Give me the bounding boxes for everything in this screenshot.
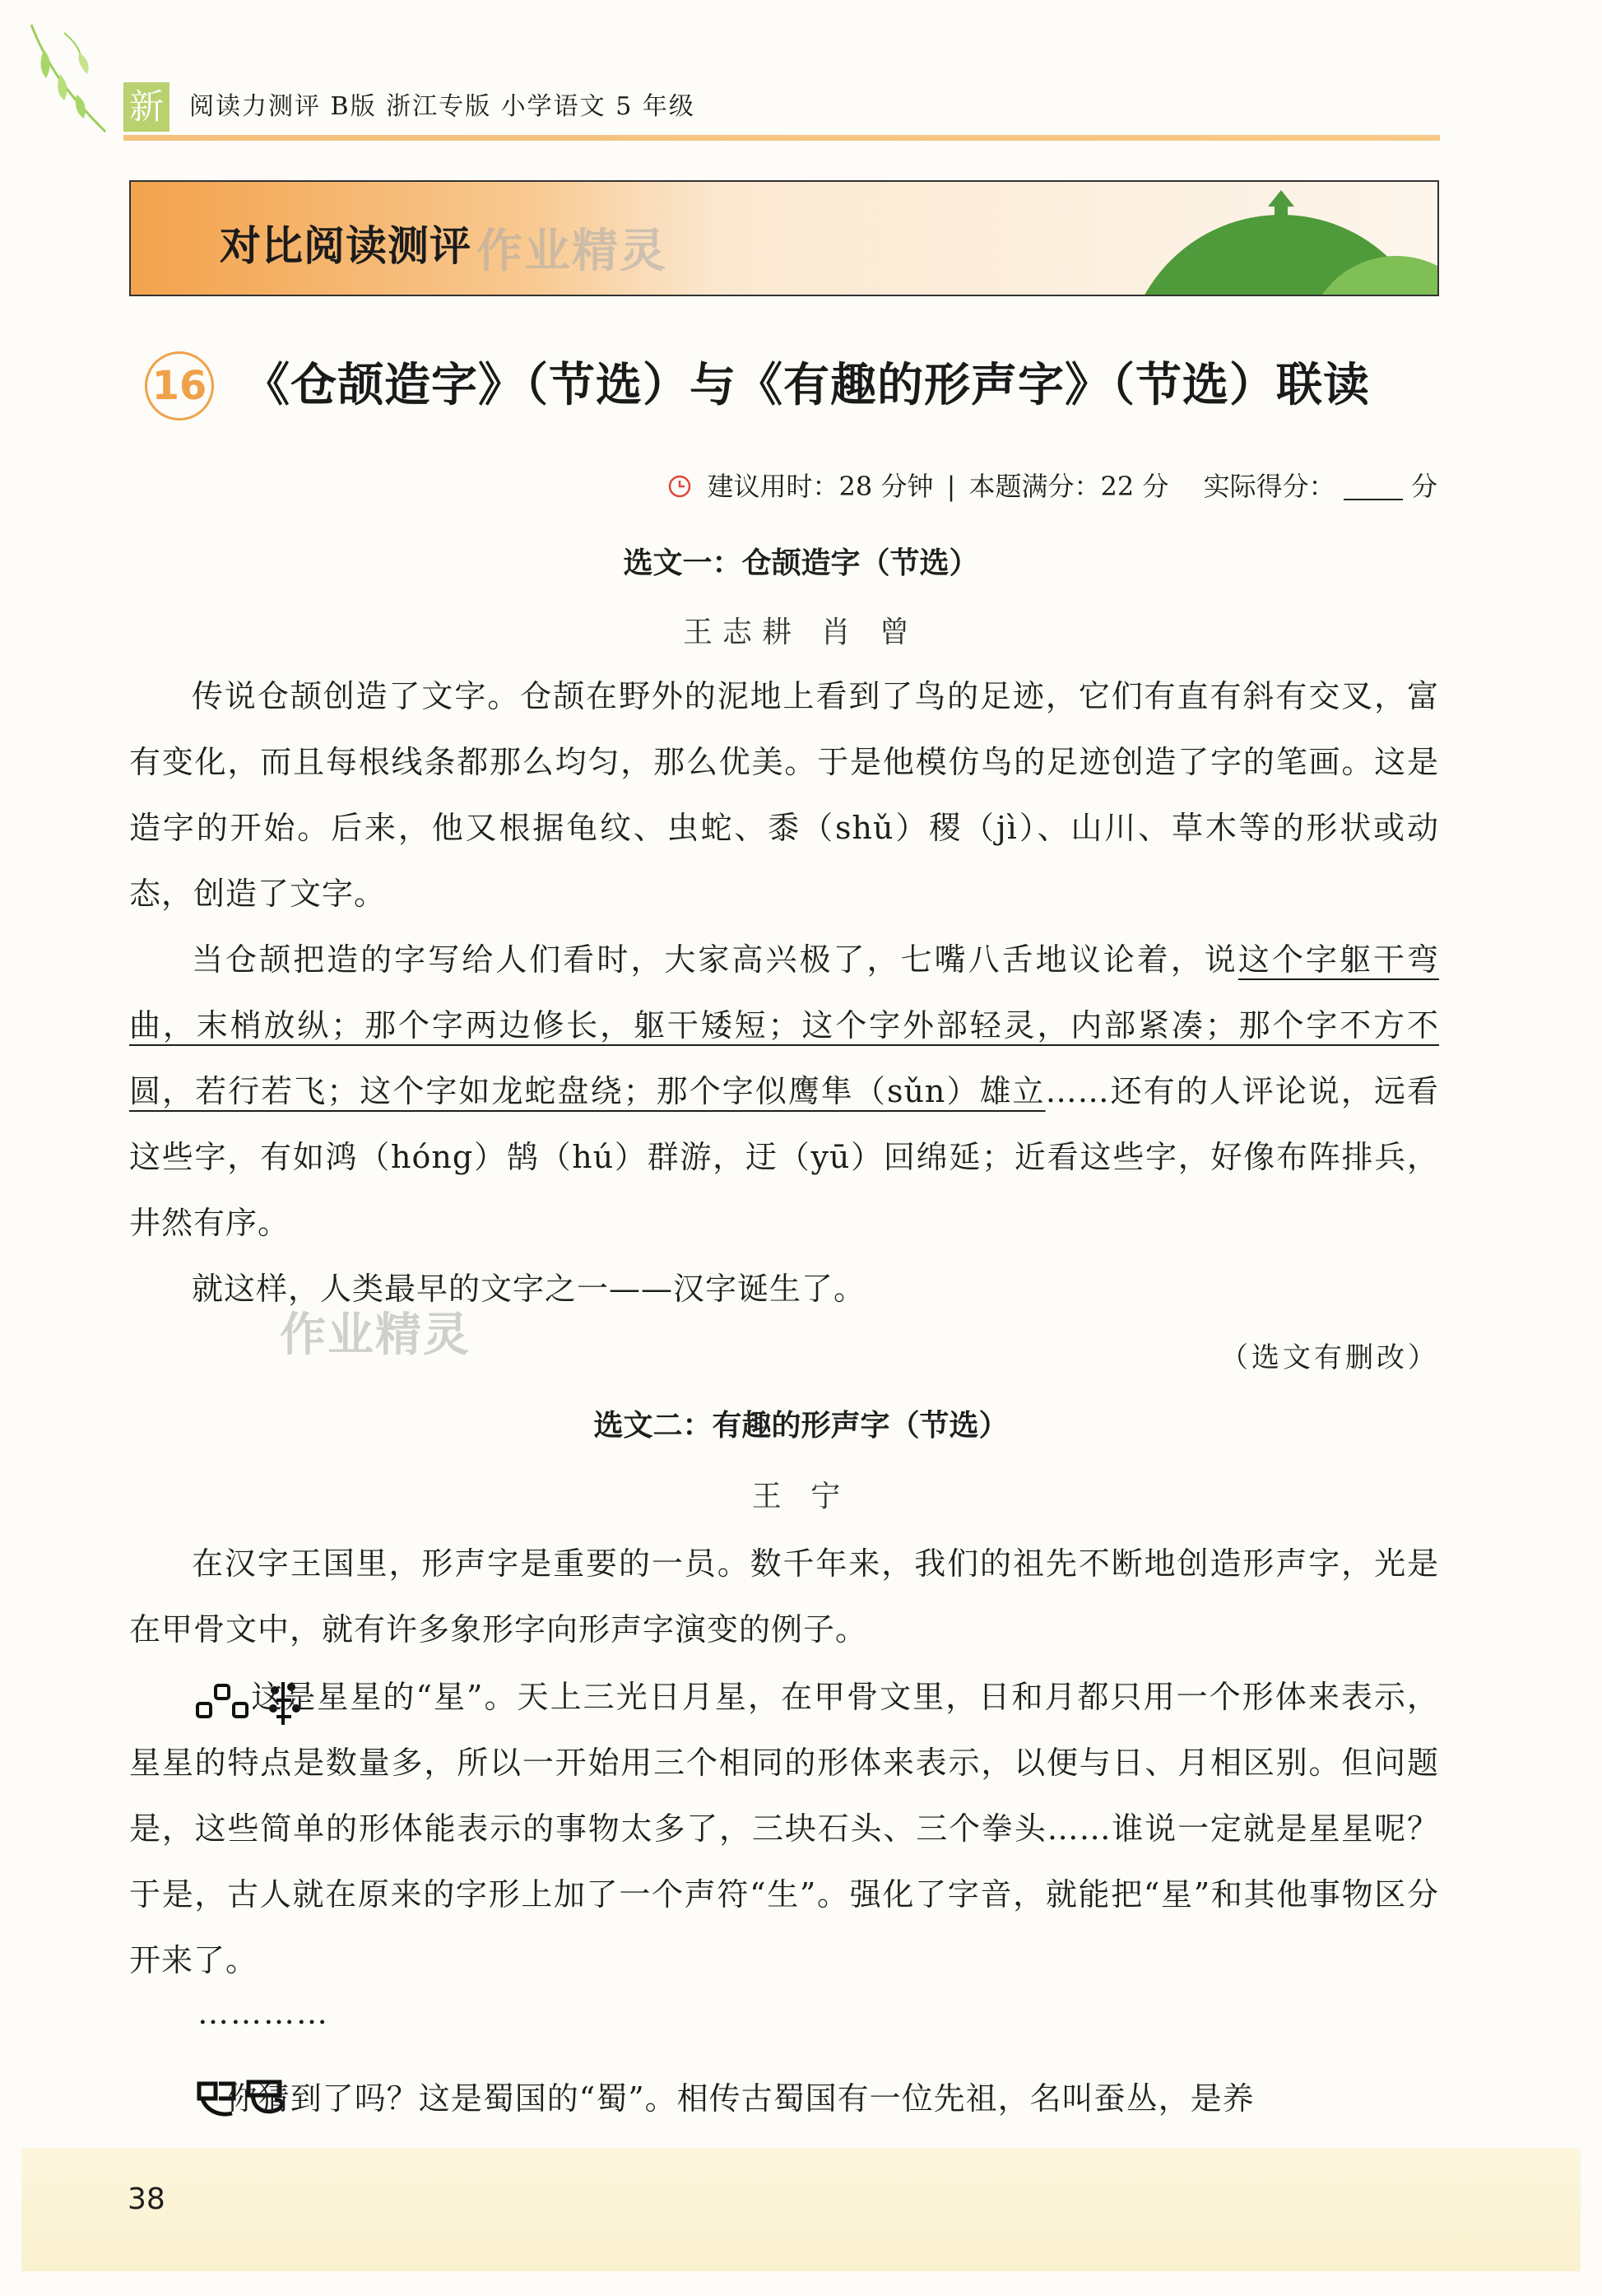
selection2-paragraph-2: 这是星星的“星”。天上三光日月星，在甲骨文里，日和月都只用一个形体来表示，星星的特点是数量多，所以一开始用三个相同的形体来表示，以便与日、月相区别。但问题是，这些简单的形体能表示的事物太多了，三块石头、三个拳头……谁说一定就是星星呢？于是，古人就在原来的字形上加了一个声符“生”。强化了字音，就能把“星”和其他事物区分开来了。 bbox=[129, 1679, 1439, 1978]
header-badge: 新 bbox=[123, 82, 169, 132]
running-header: 阅读力测评 B版 浙江专版 小学语文 5 年级 bbox=[189, 92, 695, 121]
selection2-paragraph-1: 在汉字王国里，形声字是重要的一员。数千年来，我们的祖先不断地创造形声字，光是在甲骨文中，就有许多象形字向形声字演变的例子。 bbox=[129, 1545, 1439, 1648]
actual-score-label: 实际得分： bbox=[1203, 471, 1335, 502]
selection1-title: 选文一：仓颉造字（节选） bbox=[623, 546, 979, 580]
full-score: 本题满分：22 分 bbox=[968, 471, 1169, 502]
selection1-author: 王志耕 肖 曾 bbox=[683, 616, 919, 649]
selection1-paragraph-1: 传说仓颉创造了文字。仓颉在野外的泥地上看到了鸟的足迹，它们有直有斜有交叉，富有变化，而且每根线条都那么均匀，那么优美。于是他模仿鸟的足迹创造了字的笔画。这是造字的开始。后来，他又根据龟纹、虫蛇、黍（shǔ）稷（jì）、山川、草木等的形状或动态，创造了文字。 bbox=[129, 678, 1439, 912]
header-rule bbox=[123, 135, 1440, 141]
selection1-paragraph-2 bbox=[129, 927, 1439, 1256]
section-banner bbox=[129, 180, 1439, 296]
actual-score-unit: 分 bbox=[1410, 471, 1437, 502]
edited-note: （选文有删改） bbox=[1220, 1341, 1439, 1374]
willow-leaf-icon bbox=[15, 16, 138, 140]
watermark: 作业精灵 bbox=[280, 1308, 471, 1362]
banner-title: 对比阅读测评 bbox=[220, 221, 471, 270]
page-number: 38 bbox=[128, 2182, 165, 2216]
page-bottom-band bbox=[21, 2148, 1581, 2271]
selection2-author: 王 宁 bbox=[751, 1480, 851, 1513]
clock-icon bbox=[667, 474, 692, 499]
meta-separator: | bbox=[946, 471, 956, 502]
suggested-time: 建议用时：28 分钟 bbox=[707, 471, 934, 502]
lesson-number-badge: 16 bbox=[145, 351, 214, 421]
watermark: 作业精灵 bbox=[476, 225, 667, 278]
selection2-title: 选文二：有趣的形声字（节选） bbox=[593, 1409, 1009, 1443]
pagoda-hill-icon bbox=[1010, 182, 1437, 296]
selection2-paragraph-3: 你猜到了吗？这是蜀国的“蜀”。相传古蜀国有一位先祖，名叫蚕丛，是养 bbox=[225, 2080, 1255, 2117]
paragraph-2-lead: 当仓颉把造的字写给人们看时，大家高兴极了，七嘴八舌地议论着，说 bbox=[192, 941, 1238, 978]
lesson-title: 《仓颉造字》（节选）与《有趣的形声字》（节选）联读 bbox=[244, 359, 1370, 412]
underlined-sentence: 这个字躯干弯曲，末梢放纵；那个字两边修长，躯干矮短；这个字外部轻灵，内部紧凑；那个字不方不圆，若行若飞；这个字如龙蛇盘绕；那个字似鹰隼（sǔn）雄立 bbox=[129, 941, 1439, 1109]
selection1-paragraph-3: 就这样，人类最早的文字之一——汉字诞生了。 bbox=[192, 1271, 866, 1307]
paragraph-2-tail: ……还有的人评论说，远看这些字，有如鸿（hóng）鹄（hú）群游，迂（yū）回绵延；近看这些字，好像布阵排兵，井然有序。 bbox=[129, 1073, 1439, 1241]
time-score-info bbox=[667, 466, 1437, 504]
actual-score-blank[interactable] bbox=[1344, 474, 1403, 500]
ellipsis: ………… bbox=[197, 1995, 329, 2031]
